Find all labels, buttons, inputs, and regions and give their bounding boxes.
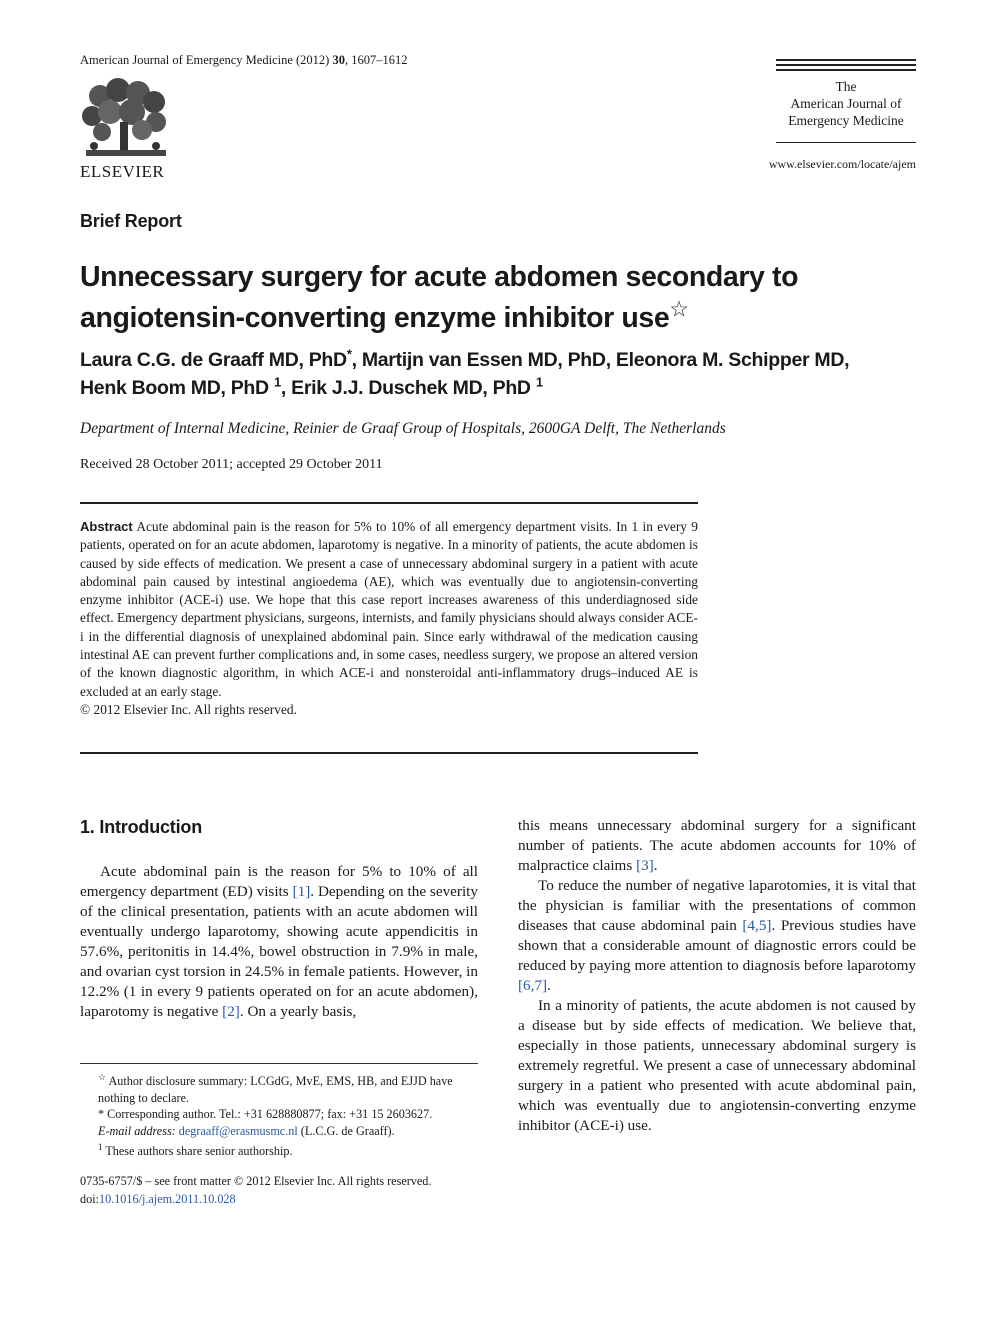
senior-author-mark[interactable]: 1 bbox=[535, 374, 543, 390]
title-footnote-mark[interactable]: ☆ bbox=[669, 296, 689, 322]
email-link[interactable]: degraaff@erasmusmc.nl bbox=[178, 1123, 298, 1138]
footnote-rule bbox=[80, 1063, 478, 1064]
affiliation: Department of Internal Medicine, Reinier de Graaf Group of Hospitals, 2600GA Delft, The Netherlands bbox=[80, 420, 726, 437]
title-text: angiotensin-converting enzyme inhibitor use bbox=[80, 302, 670, 334]
paragraph-text: . bbox=[653, 857, 658, 874]
brand-top-rule-1 bbox=[776, 59, 916, 61]
citation-link[interactable]: [6,7] bbox=[518, 977, 548, 994]
footnote-mark: ☆ bbox=[98, 1072, 107, 1082]
footnote-email bbox=[80, 1123, 478, 1140]
footnote-disclosure bbox=[80, 1069, 478, 1106]
citation-link[interactable]: [3] bbox=[636, 857, 654, 874]
paragraph bbox=[80, 862, 478, 1022]
abstract-body bbox=[80, 518, 698, 701]
paragraph-text: . On a yearly basis, bbox=[239, 1003, 357, 1020]
paragraph-text: . Depending on the severity of the clinical presentation, patients with an acute abdomen will eventually undergo laparotomy, showing acute appendicitis in 57.6%, peritonitis in 14.4%, bowel obstruction in 7.9% in male, and ovarian cyst torsion in 24.5% in female patients. However, in 12.2% (1 in every 9 patients operated on for an acute abdomen), laparotomy is negative bbox=[80, 883, 478, 1020]
senior-author-mark[interactable]: 1 bbox=[273, 374, 281, 390]
journal-brand-title bbox=[776, 78, 916, 129]
email-label: E-mail address: bbox=[98, 1123, 176, 1138]
issn-line: 0735-6757/$ – see front matter © 2012 Elsevier Inc. All rights reserved. bbox=[80, 1174, 432, 1188]
footnote-mark: 1 bbox=[98, 1142, 103, 1153]
brand-bottom-rule bbox=[776, 142, 916, 143]
footnote-senior bbox=[80, 1139, 478, 1160]
doi-link[interactable]: 10.1016/j.ajem.2011.10.028 bbox=[98, 1192, 236, 1206]
footnotes bbox=[80, 1069, 478, 1160]
brand-top-rule-2 bbox=[776, 64, 916, 66]
paragraph-text: Acute abdominal pain is the reason for 5% to 10% of all emergency department (ED) visits bbox=[80, 863, 478, 900]
author-line bbox=[80, 346, 920, 374]
author-name: Henk Boom MD, PhD bbox=[80, 377, 269, 399]
brand-title-line: Emergency Medicine bbox=[788, 113, 904, 128]
corresponding-mark[interactable]: * bbox=[346, 346, 352, 362]
section-type: Brief Report bbox=[80, 211, 182, 231]
footnote-text: (L.C.G. de Graaff). bbox=[297, 1123, 395, 1138]
section-heading-introduction: 1. Introduction bbox=[80, 817, 202, 837]
author-names: , Martijn van Essen MD, PhD, Eleonora M. Schipper MD, bbox=[351, 349, 850, 371]
journal-citation-text: American Journal of Emergency Medicine (2012) bbox=[80, 53, 333, 67]
abstract-label: Abstract bbox=[80, 519, 133, 534]
footnote-text: Corresponding author. Tel.: +31 628880877; fax: +31 15 2603627. bbox=[104, 1107, 433, 1122]
doi-label: doi: bbox=[80, 1192, 99, 1206]
paragraph bbox=[518, 816, 916, 876]
footnote-text: These authors share senior authorship. bbox=[102, 1144, 293, 1159]
brand-title-line: American Journal of bbox=[790, 96, 902, 111]
author-list bbox=[80, 346, 920, 402]
right-column-body bbox=[518, 816, 916, 1136]
journal-citation bbox=[80, 53, 407, 68]
article-dates: Received 28 October 2011; accepted 29 October 2011 bbox=[80, 457, 383, 472]
doi-line bbox=[80, 1190, 478, 1208]
footnote-text: Author disclosure summary: LCGdG, MvE, EMS, HB, and EJJD have nothing to declare. bbox=[98, 1074, 453, 1105]
article-title bbox=[80, 257, 910, 339]
title-line: Unnecessary surgery for acute abdomen secondary to bbox=[80, 261, 799, 293]
abstract bbox=[80, 518, 698, 719]
author-name: , Erik J.J. Duschek MD, PhD bbox=[280, 377, 531, 399]
footnote-corresponding bbox=[80, 1106, 478, 1123]
journal-url-link[interactable]: www.elsevier.com/locate/ajem bbox=[768, 157, 916, 171]
paragraph bbox=[518, 876, 916, 996]
author-name: Laura C.G. de Graaff MD, PhD bbox=[80, 349, 347, 371]
paragraph-text: To reduce the number of negative laparotomies, it is vital that the physician is familiar with the presentations of common diseases that cause abdominal pain bbox=[518, 877, 916, 934]
brand-title-line: The bbox=[835, 79, 857, 94]
citation-link[interactable]: [4,5] bbox=[742, 917, 772, 934]
footnote-mark: * bbox=[98, 1107, 105, 1122]
publisher-name: ELSEVIER bbox=[80, 162, 165, 181]
author-line bbox=[80, 374, 920, 402]
abstract-copyright: © 2012 Elsevier Inc. All rights reserved. bbox=[80, 701, 297, 717]
paragraph-text: this means unnecessary abdominal surgery for a significant number of patients. The acute abdomen accounts for 10% of malpractice claims bbox=[518, 817, 916, 874]
paragraph: In a minority of patients, the acute abdomen is not caused by a disease but by side effects of medication. We believe that, especially in those patients, unnecessary abdominal surgery is extremely regretful. We present a case of unnecessary abdominal surgery in a patient who presented with acute abdominal pain, which was eventually due to angiotensin-converting enzyme inhibitor (ACE-i) use. bbox=[518, 997, 916, 1134]
paragraph-text: . Previous studies have shown that a considerable amount of diagnostic errors could be reduced by paying more attention to diagnosis before laparotomy bbox=[518, 917, 917, 974]
paragraph-text: . bbox=[547, 977, 551, 994]
abstract-bottom-rule bbox=[80, 752, 698, 754]
abstract-text: Acute abdominal pain is the reason for 5% to 10% of all emergency department visits. In 1 in every 9 patients, operated on for an acute abdomen, laparotomy is negative. In a minority of patients, the acute abdomen is caused by side effects of medication. We present a case of unnecessary abdominal surgery in a patient with acute abdominal pain caused by intestinal angioedema (AE), which was eventually due to angiotensin-converting enzyme inhibitor (ACE-i) use. We hope that this case report increases awareness of this underdiagnosed side effect. Emergency department physicians, surgeons, internists, and family physicians should always consider ACE-i in the differential diagnosis of unexplained abdominal pain. Since early withdrawal of the medication causing intestinal AE can prevent further complications and, in some cases, needless surgery, we propose an altered version of the known diagnostic algorithm, in which ACE-i and nonsteroidal anti-inflammatory drugs–induced AE is excluded at an early stage. bbox=[80, 519, 698, 699]
abstract-top-rule bbox=[80, 502, 698, 504]
title-line bbox=[80, 298, 910, 339]
journal-volume: 30 bbox=[332, 53, 345, 67]
journal-pages: , 1607–1612 bbox=[344, 53, 408, 67]
citation-link[interactable]: [2] bbox=[222, 1003, 240, 1020]
left-column-body bbox=[80, 862, 478, 1022]
citation-link[interactable]: [1] bbox=[292, 883, 311, 900]
brand-top-rule-3 bbox=[776, 69, 916, 71]
issn-block bbox=[80, 1172, 478, 1208]
